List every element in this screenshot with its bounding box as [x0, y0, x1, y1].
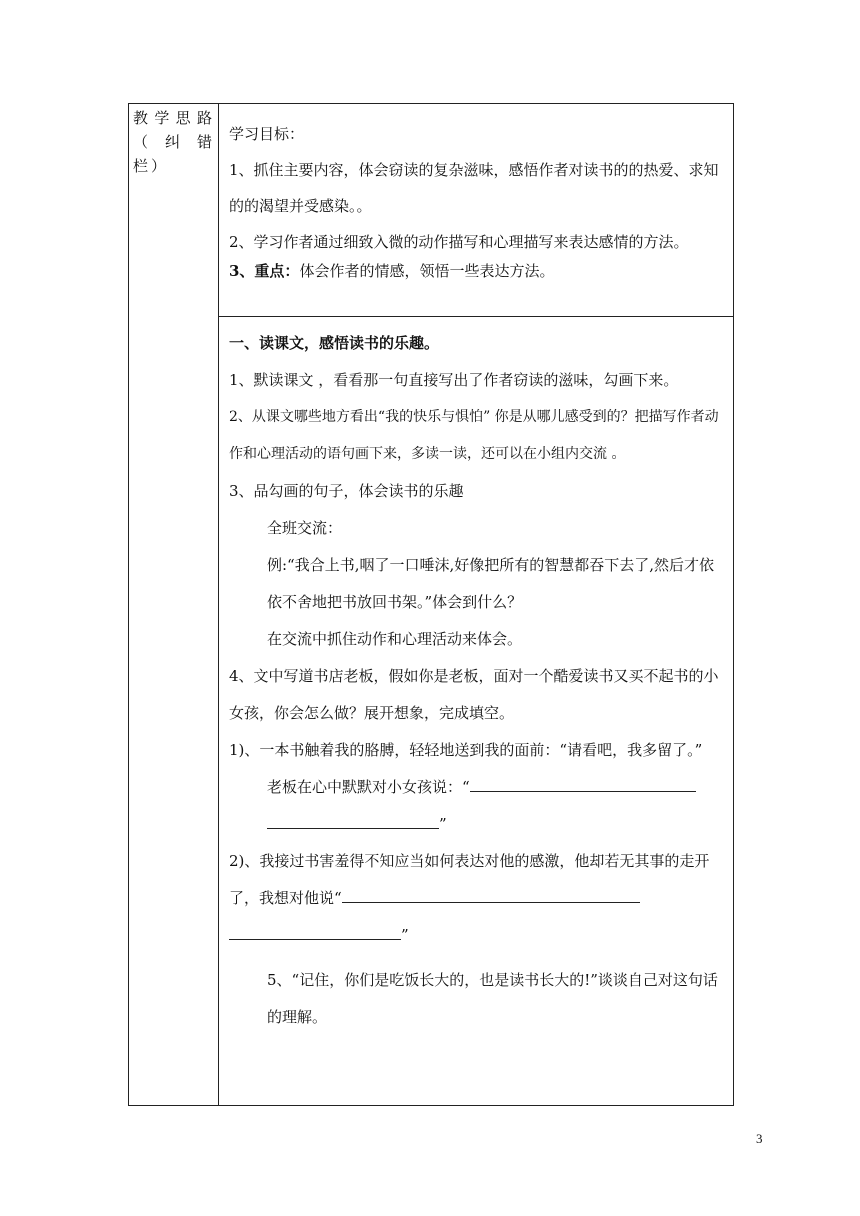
prompt-text: 老板在心中默默对小女孩说：“ [267, 778, 470, 796]
fill-blank-line [267, 814, 439, 829]
step-4-item-2-continuation [229, 917, 727, 954]
step-4: 4、文中写道书店老板，假如你是老板，面对一个酷爱读书又买不起书的小女孩，你会怎么做？展开想象，完成填空。 [229, 667, 719, 722]
closing-quote: ” [401, 926, 409, 944]
goals-title: 学习目标： [229, 125, 305, 143]
learning-goals-cell [219, 104, 734, 317]
step-3: 3、品勾画的句子，体会读书的乐趣 [229, 482, 464, 500]
goal-3-text: 体会作者的情感，领悟一些表达方法。 [299, 262, 555, 280]
step-4-item-2 [229, 843, 727, 917]
step-4-item-1-prompt [229, 769, 727, 806]
lesson-steps-cell [219, 317, 734, 1106]
step-4-item-2-text: 2)、我接过书害羞得不知应当如何表达对他的感激，他却若无其事的走开了，我想对他说“ [229, 852, 710, 907]
step-3-tip: 在交流中抓住动作和心理活动来体会。 [267, 630, 523, 648]
lesson-plan-table [128, 103, 734, 1106]
goal-3-label: 3、重点： [229, 262, 300, 280]
fill-blank-line [342, 888, 640, 903]
section-heading: 一、读课文，感悟读书的乐趣。 [229, 334, 440, 352]
step-4-item-1-continuation [229, 806, 727, 843]
goal-1: 1、抓住主要内容，体会窃读的复杂滋味，感悟作者对读书的的热爱、求知的的渴望并受感染。。 [229, 161, 719, 215]
step-1: 1、默读课文 ，看看那一句直接写出了作者窃读的滋味，勾画下来。 [229, 371, 679, 389]
label-cell [129, 104, 219, 1106]
goal-3 [229, 256, 727, 286]
step-4-item-1: 1)、一本书触着我的胳膊，轻轻地送到我的面前：“请看吧，我多留了。” [229, 741, 703, 759]
goal-2: 2、学习作者通过细致入微的动作描写和心理描写来表达感情的方法。 [229, 233, 689, 251]
fill-blank-line [229, 925, 401, 940]
step-3-discussion: 全班交流： [267, 519, 343, 537]
fill-blank-line [470, 777, 696, 792]
step-2: 2、从课文哪些地方看出“我的快乐与惧怕” 你是从哪儿感受到的？把描写作者动作和心理活动的语句画下来，多读一读，还可以在小组内交流 。 [229, 409, 719, 462]
closing-quote: ” [439, 815, 447, 833]
step-3-example: 例:“我合上书,咽了一口唾沫,好像把所有的智慧都吞下去了,然后才依依不舍地把书放回书架。”体会到什么？ [267, 556, 715, 611]
page-number: 3 [756, 1131, 763, 1146]
teaching-approach-label: 教学思路（纠错栏） [133, 109, 215, 175]
step-5: 5、“记住，你们是吃饭长大的，也是读书长大的!”谈谈自己对这句话的理解。 [267, 971, 718, 1026]
